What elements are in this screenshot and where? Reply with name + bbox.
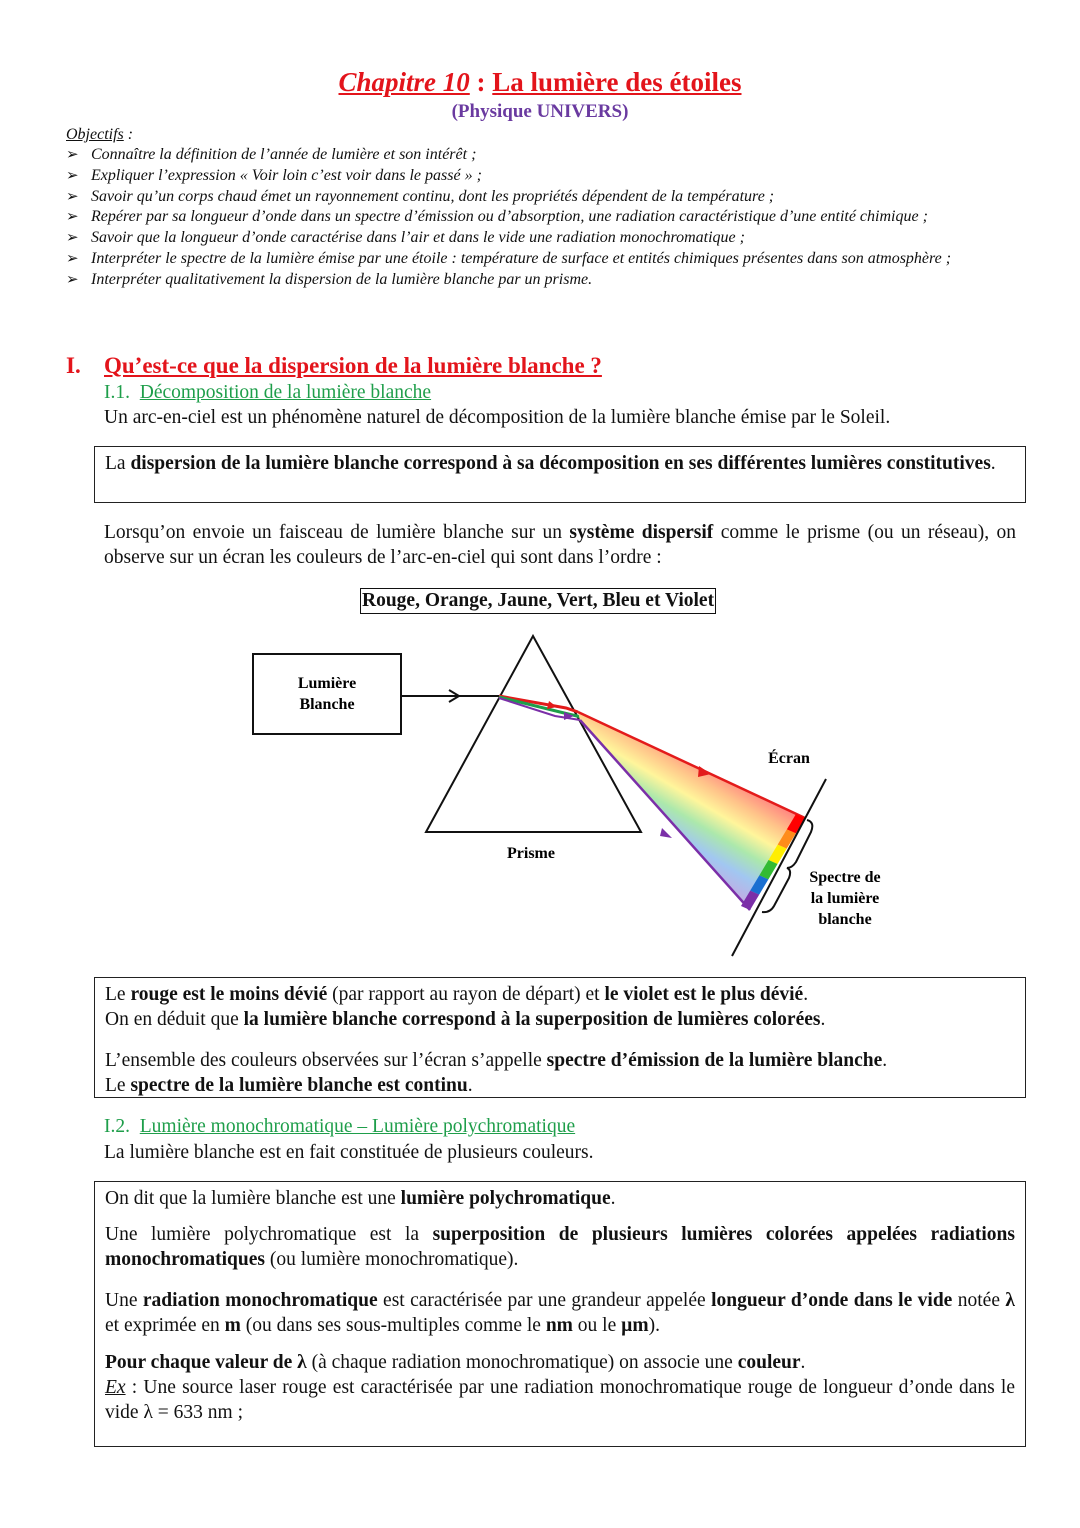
text: L’ensemble des couleurs observées sur l’écran s’appelle: [105, 1050, 547, 1071]
title-separator: :: [469, 67, 493, 97]
light-source-label: Blanche: [299, 696, 355, 713]
objective-text: Expliquer l’expression « Voir loin c’est voir dans le passé » ;: [91, 166, 482, 184]
chapter-name: La lumière des étoiles: [492, 67, 742, 97]
text: La: [105, 453, 131, 474]
spectrum-label: Spectre de: [809, 869, 881, 886]
light-source-label: Lumière: [297, 675, 357, 692]
unit-um: µm: [621, 1315, 649, 1336]
section-heading: [66, 352, 602, 380]
text: Le: [105, 1075, 131, 1096]
text: (ou lumière monochromatique).: [264, 1249, 519, 1270]
text: .: [803, 984, 809, 1005]
objectives-list: [66, 145, 1016, 291]
text: notée: [952, 1290, 1006, 1311]
text: .: [990, 453, 996, 474]
objective-item: [66, 249, 1016, 270]
bold-term: spectre d’émission de la lumière blanche: [546, 1050, 883, 1071]
definition-bold: dispersion de la lumière blanche correspond à sa décomposition en ses différentes lumières constitutives: [130, 453, 991, 474]
arrow-bullet-icon: ➢: [66, 209, 79, 226]
text: et exprimée en: [105, 1315, 225, 1336]
arrow-bullet-icon: ➢: [66, 147, 79, 163]
text: Une lumière polychromatique est la: [105, 1224, 433, 1245]
objective-item: [66, 228, 1016, 249]
text: .: [820, 1009, 826, 1030]
spectrum-label: blanche: [818, 911, 872, 928]
text: .: [800, 1352, 806, 1373]
bold-term: spectre de la lumière blanche est continu: [130, 1075, 468, 1096]
spectrum-label: la lumière: [810, 890, 880, 907]
bold-term: Pour chaque valeur de λ: [105, 1352, 307, 1373]
objectives-heading-colon: :: [123, 126, 134, 143]
text: comme le prisme (ou un réseau), on observe sur un écran les couleurs de l’arc-en-ciel qui sont dans l’ordre :: [104, 522, 1017, 568]
example-text: : Une source laser rouge est caractérisée par une radiation monochromatique rouge de longueur d’onde dans le vide λ = 633 nm ;: [105, 1377, 1015, 1423]
text: On en déduit que: [105, 1009, 244, 1030]
text: On dit que la lumière blanche est une: [105, 1188, 401, 1209]
text: (à chaque radiation monochromatique) on associe une: [306, 1352, 738, 1373]
chapter-number: Chapitre 10: [338, 67, 470, 97]
intro-paragraph-2: La lumière blanche est en fait constituée de plusieurs couleurs.: [104, 1142, 594, 1163]
objective-item: [66, 187, 1016, 208]
text: Une: [105, 1290, 143, 1311]
objective-item: [66, 207, 1016, 228]
bold-term: la lumière blanche correspond à la superposition de lumières colorées: [243, 1009, 821, 1030]
text: est caractérisée par une grandeur appelée: [377, 1290, 712, 1311]
screen-label: Écran: [768, 750, 810, 767]
bold-term: superposition de plusieurs lumières colorées appelées radiations monochromatiques: [105, 1224, 1015, 1270]
arrow-bullet-icon: ➢: [66, 167, 79, 184]
arrow-bullet-icon: ➢: [66, 250, 79, 267]
subsection-number: I.2.: [104, 1116, 130, 1137]
unit-nm: nm: [545, 1315, 573, 1336]
arrow-bullet-icon: ➢: [66, 271, 79, 288]
bold-term: couleur: [737, 1352, 801, 1373]
objective-item: [66, 270, 1016, 291]
text: Lorsqu’on envoie un faisceau de lumière blanche sur un: [104, 522, 570, 543]
text: Le: [105, 984, 131, 1005]
prism-label: Prisme: [507, 845, 555, 862]
text: (par rapport au rayon de départ) et: [327, 984, 605, 1005]
unit-m: m: [224, 1315, 241, 1336]
text: (ou dans ses sous-multiples comme le: [240, 1315, 546, 1336]
intro-paragraph: Un arc-en-ciel est un phénomène naturel de décomposition de la lumière blanche émise par le Soleil.: [104, 407, 891, 428]
chapter-subtitle: (Physique UNIVERS): [451, 101, 629, 122]
objectives-heading-label: Objectifs: [66, 126, 124, 143]
light-source-box: [253, 654, 401, 734]
objectives-heading: [66, 125, 133, 145]
objective-text: Repérer par sa longueur d’onde dans un spectre d’émission ou d’absorption, une radiation caractéristique d’une entité chimique ;: [91, 208, 928, 226]
example-label: Ex: [105, 1377, 126, 1398]
objective-text: Savoir que la longueur d’onde caractérise dans l’air et dans le vide une radiation monochromatique ;: [91, 229, 745, 247]
chapter-title: [0, 66, 1080, 98]
prism-diagram: [0, 620, 1080, 970]
bold-term: rouge est le moins dévié: [130, 984, 328, 1005]
definition-box: [94, 446, 1026, 503]
objective-text: Connaître la définition de l’année de lumière et son intérêt ;: [91, 146, 477, 163]
arrow-bullet-icon: ➢: [66, 230, 79, 247]
text: ).: [648, 1315, 660, 1336]
lambda-symbol: λ: [1005, 1290, 1015, 1311]
objective-text: Interpréter qualitativement la dispersion de la lumière blanche par un prisme.: [91, 270, 593, 288]
dispersive-system-paragraph: [104, 520, 1016, 570]
spectrum-fan-texture: [578, 712, 805, 910]
objective-item: [66, 145, 1016, 166]
violet-arrow-icon: [660, 828, 672, 838]
arrow-bullet-icon: ➢: [66, 188, 79, 205]
bold-term: longueur d’onde dans le vide: [711, 1290, 953, 1311]
objective-text: Savoir qu’un corps chaud émet un rayonnement continu, dont les propriétés dépendent de la température ;: [91, 187, 775, 205]
objective-text: Interpréter le spectre de la lumière émise par une étoile : température de surface et entités chimiques présentes dans son atmosphère ;: [91, 249, 952, 267]
bold-term: radiation monochromatique: [142, 1290, 378, 1311]
text: .: [882, 1050, 888, 1071]
subsection-heading-2: [104, 1115, 575, 1139]
monochromatic-box: [94, 1181, 1026, 1447]
text: ou le: [572, 1315, 622, 1336]
bold-term: lumière polychromatique: [400, 1188, 611, 1209]
subsection-heading-1: [104, 381, 431, 405]
subsection-title: Décomposition de la lumière blanche: [139, 382, 432, 403]
section-title: Qu’est-ce que la dispersion de la lumière blanche ?: [104, 353, 602, 378]
dispersive-system-term: système dispersif: [569, 522, 714, 543]
objective-item: [66, 166, 1016, 187]
subsection-title: Lumière monochromatique – Lumière polychromatique: [139, 1116, 576, 1137]
text: .: [467, 1075, 473, 1096]
conclusion-box: [94, 977, 1026, 1098]
color-order-box: Rouge, Orange, Jaune, Vert, Bleu et Violet: [360, 588, 716, 614]
subsection-number: I.1.: [104, 382, 130, 403]
text: .: [610, 1188, 616, 1209]
section-number: I.: [66, 353, 81, 378]
bold-term: le violet est le plus dévié: [604, 984, 804, 1005]
